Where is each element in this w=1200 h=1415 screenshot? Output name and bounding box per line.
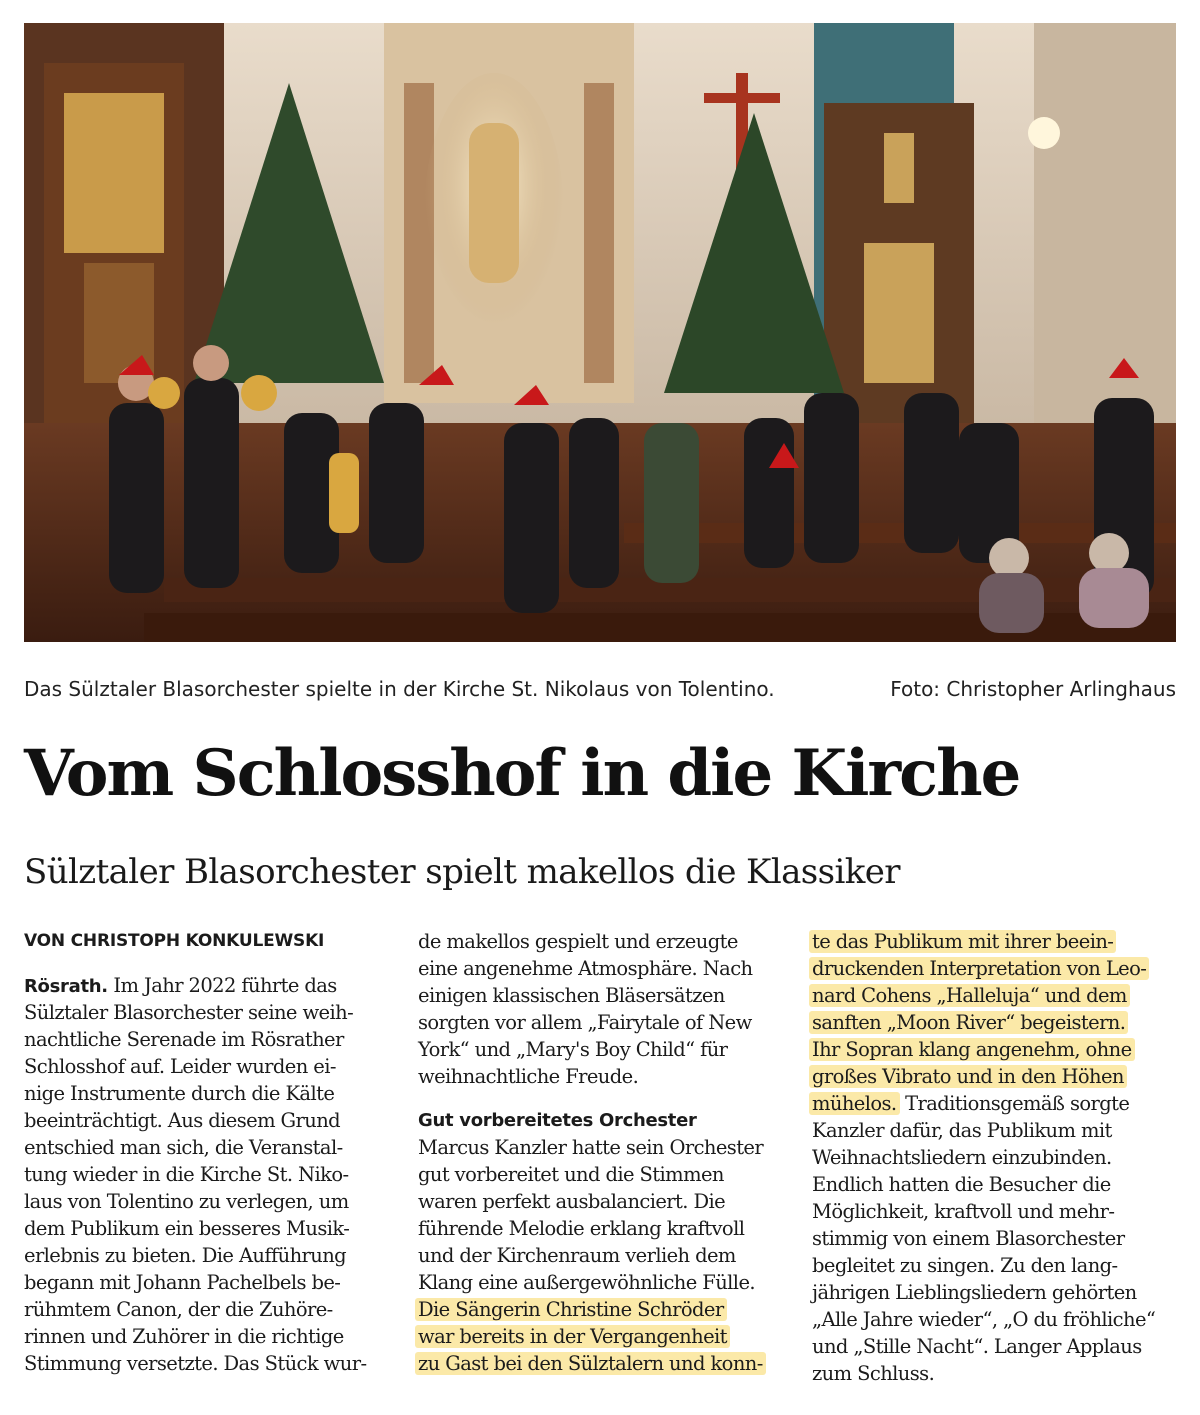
highlighted-text: Die Sängerin Christine Schröder [415, 1298, 727, 1321]
section-heading: Gut vorbereitetes Orchester [418, 1110, 697, 1131]
body-line: tung wieder in die Kirche St. Niko- [24, 1163, 349, 1186]
body-line: führende Melodie erklang kraftvoll [418, 1217, 745, 1240]
body-line: stimmig von einem Blasorchester [812, 1227, 1125, 1250]
body-line: Möglichkeit, kraftvoll und mehr- [812, 1200, 1115, 1223]
body-line: nige Instrumente durch die Kälte [24, 1082, 335, 1105]
highlighted-text: Ihr Sopran klang angenehm, ohne [809, 1038, 1135, 1061]
highlighted-text: großes Vibrato und in den Höhen [809, 1065, 1127, 1088]
byline: VON CHRISTOPH KONKULEWSKI [24, 931, 325, 951]
body-line: rühmtem Canon, der die Zuhöre- [24, 1298, 333, 1321]
body-line: einigen klassischen Bläsersätzen [418, 984, 725, 1007]
spacer [418, 1090, 793, 1107]
highlighted-line [812, 1009, 1187, 1036]
highlighted-text: war bereits in der Vergangenheit [415, 1325, 730, 1348]
body-line [24, 972, 399, 999]
body-line: Klang eine außergewöhnliche Fülle. [418, 1271, 755, 1294]
body-line: Schlosshof auf. Leider wurden ei- [24, 1055, 336, 1078]
body-line: laus von Tolentino zu verlegen, um [24, 1190, 349, 1213]
highlighted-text: te das Publikum mit ihrer beein- [809, 930, 1116, 953]
photo-illustration [24, 23, 1176, 642]
highlighted-line [418, 1350, 793, 1377]
dateline: Rösrath. [24, 976, 108, 997]
highlighted-text: zu Gast bei den Sülztalern und konn- [415, 1352, 766, 1375]
body-line: Endlich hatten die Besucher die [812, 1173, 1111, 1196]
body-line: und der Kirchenraum verlieh dem [418, 1244, 736, 1267]
body-line: „Alle Jahre wieder“, „O du fröhliche“ [812, 1308, 1156, 1331]
highlighted-line [418, 1296, 793, 1323]
body-line: Sülztaler Blasorchester seine weih- [24, 1001, 354, 1024]
body-line: nachtliche Serenade im Rösrather [24, 1028, 344, 1051]
highlighted-text: mühelos. [809, 1092, 900, 1115]
subheadline: Sülztaler Blasorchester spielt makellos die Klassiker [24, 852, 900, 892]
caption-text: Das Sülztaler Blasorchester spielte in der Kirche St. Nikolaus von Tolentino. [24, 677, 775, 701]
photo-credit: Foto: Christopher Arlinghaus [890, 677, 1176, 701]
body-line: und „Stille Nacht“. Langer Applaus [812, 1335, 1142, 1358]
body-line: begann mit Johann Pachelbels be- [24, 1271, 341, 1294]
body-line: jährigen Lieblingsliedern gehörten [812, 1281, 1137, 1304]
body-line: begleitet zu singen. Zu den lang- [812, 1254, 1118, 1277]
highlighted-text: nard Cohens „Halleluja“ und dem [809, 984, 1130, 1007]
article-column-3 [812, 928, 1187, 1387]
body-text: Im Jahr 2022 führte das [107, 974, 337, 997]
body-line: Marcus Kanzler hatte sein Orchester [418, 1136, 764, 1159]
photo-caption [24, 677, 1176, 707]
body-line: beeinträchtigt. Aus diesem Grund [24, 1109, 341, 1132]
body-line: Weihnachtsliedern einzubinden. [812, 1146, 1112, 1169]
body-line: waren perfekt ausbalanciert. Die [418, 1190, 726, 1213]
highlighted-line [812, 982, 1187, 1009]
body-line: gut vorbereitet und die Stimmen [418, 1163, 724, 1186]
article-column-2 [418, 928, 793, 1377]
body-line: eine angenehme Atmosphäre. Nach [418, 957, 753, 980]
body-line: weihnachtliche Freude. [418, 1065, 639, 1088]
body-line: erlebnis zu bieten. Die Aufführung [24, 1244, 347, 1267]
body-line: zum Schluss. [812, 1362, 935, 1385]
highlighted-line [812, 955, 1187, 982]
highlighted-line [812, 1063, 1187, 1090]
church-concert-photo [24, 23, 1176, 642]
headline: Vom Schlosshof in die Kirche [24, 736, 1020, 811]
body-line: rinnen und Zuhörer in die richtige [24, 1325, 344, 1348]
highlighted-line [812, 1036, 1187, 1063]
highlighted-text: sanften „Moon River“ begeistern. [809, 1011, 1128, 1034]
body-line: Stimmung versetzte. Das Stück wur- [24, 1352, 367, 1375]
highlighted-text: druckenden Interpretation von Leo- [809, 957, 1149, 980]
body-line: sorgten vor allem „Fairytale of New [418, 1011, 752, 1034]
body-line: Kanzler dafür, das Publikum mit [812, 1119, 1112, 1142]
body-line: entschied man sich, die Veranstal- [24, 1136, 343, 1159]
body-line [812, 1090, 1187, 1117]
highlighted-line [418, 1323, 793, 1350]
body-line: dem Publikum ein besseres Musik- [24, 1217, 350, 1240]
body-text: Traditionsgemäß sorgte [899, 1092, 1130, 1115]
article-column-1 [24, 928, 399, 1377]
spacer [24, 955, 399, 972]
highlighted-line [812, 928, 1187, 955]
body-line: de makellos gespielt und erzeugte [418, 930, 738, 953]
body-line: York“ und „Mary's Boy Child“ für [418, 1038, 728, 1061]
